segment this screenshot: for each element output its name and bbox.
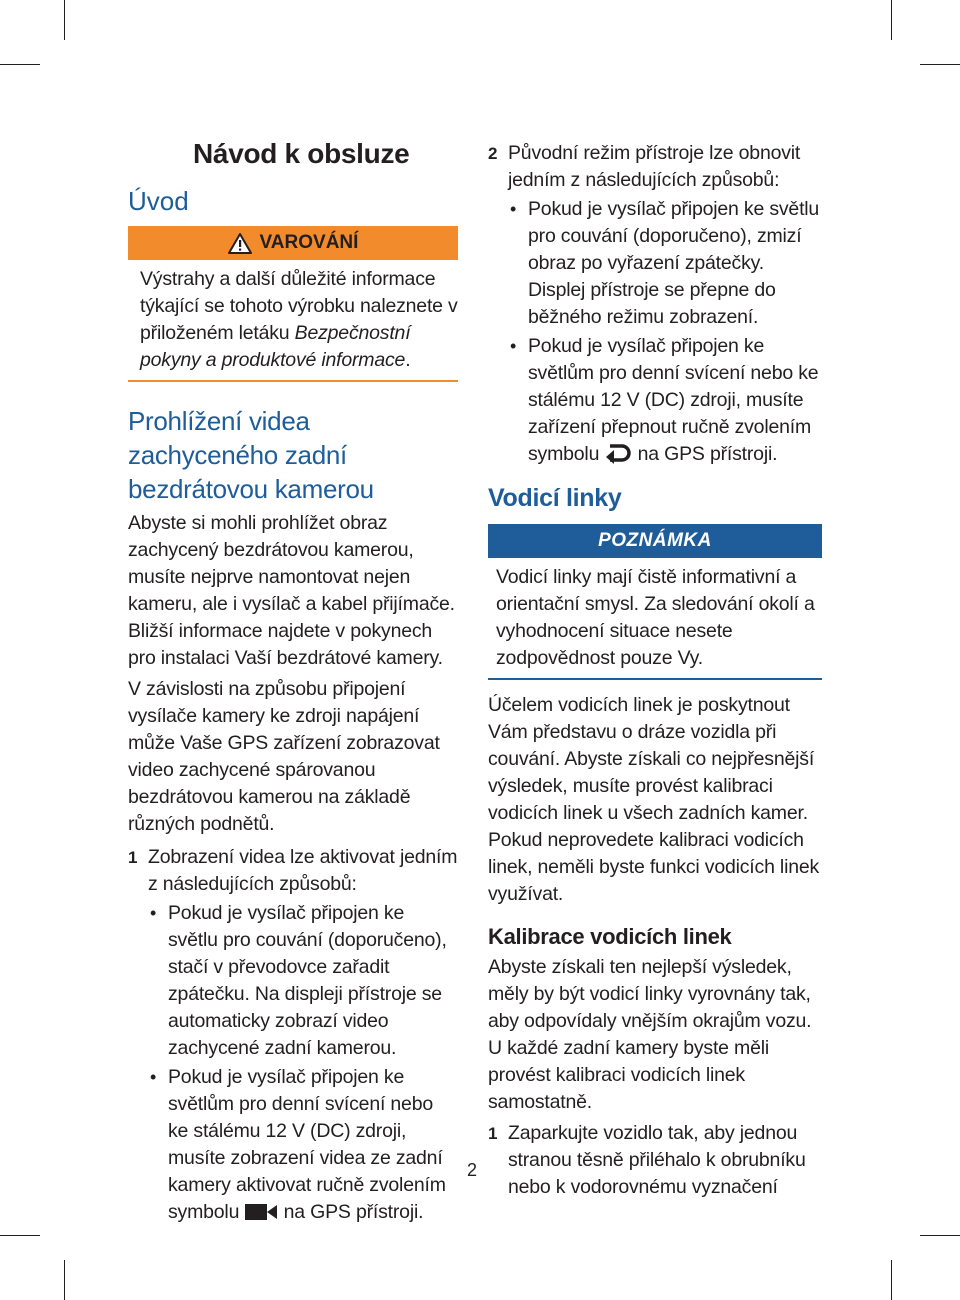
page-number: 2 <box>466 1160 477 1180</box>
crop-mark <box>0 1235 40 1236</box>
note-box <box>488 524 822 680</box>
note-label: POZNÁMKA <box>598 530 712 551</box>
calibration-para: Abyste získali ten nejlepší výsledek, měly by být vodicí linky vyrovnány tak, aby odpovídaly vnějším okrajům vozu. U každé zadní kamery byste měli provést kalibraci vodicích linek samostatně. <box>488 956 812 1113</box>
warning-text-start: Výstrahy a další důležité informace týkající se tohoto výrobku naleznete v přiloženém letáku <box>140 268 458 344</box>
bullet-text-start: Pokud je vysílač připojen ke světlům pro denní svícení nebo ke stálému 12 V (DC) zdroji, musíte zařízení přepnout ručně zvolením symbolu <box>528 335 819 465</box>
bullet-item <box>128 1064 458 1226</box>
step-number: 1 <box>128 848 138 867</box>
left-column <box>128 226 458 1226</box>
note-header <box>488 524 822 558</box>
bullet-text <box>528 333 822 468</box>
step-number: 2 <box>488 144 498 163</box>
camera-section-heading: Prohlížení videa zachyceného zadní bezdrátovou kamerou <box>128 406 374 504</box>
bullet-text-end: na GPS přístroji. <box>632 443 778 465</box>
warning-text-italic: Bezpečnostní pokyny a produktové informace <box>140 322 411 371</box>
video-camera-icon <box>244 1202 278 1222</box>
step-number: 1 <box>488 1124 498 1143</box>
guide-lines-para: Účelem vodicích linek je poskytnout Vám představu o dráze vozidla při couvání. Abyste získali co nejpřesnější výsledek, musíte provést kalibraci vodicích linek u všech zadních kamer. Pokud neprovedete kalibraci vodicích linek, neměli byste funkci vodicích linek využívat. <box>488 694 820 905</box>
bullet-text <box>168 1064 458 1226</box>
crop-mark <box>920 64 960 65</box>
bullet-text: • Pokud je vysílač připojen ke světlu pro couvání (doporučeno), zmizí obraz po vyřazení zpátečky. Displej přístroje se přepne do běžného režimu zobrazení. <box>528 198 820 328</box>
warning-label: VAROVÁNÍ <box>259 232 359 253</box>
step-text: Původní režim přístroje lze obnovit jedním z následujících způsobů: <box>508 142 801 191</box>
note-body <box>488 558 822 680</box>
note-text: Vodicí linky mají čistě informativní a orientační smysl. Za sledování okolí a vyhodnocení situace nesete zodpovědnost pouze Vy. <box>496 566 815 669</box>
manual-title: Návod k obsluze <box>193 138 410 169</box>
warning-text-end: . <box>405 349 411 371</box>
right-column <box>488 140 822 1201</box>
camera-para-1: Abyste si mohli prohlížet obraz zachycený bezdrátovou kamerou, musíte nejprve namontovat nejen kameru, ale i vysílač a kabel přijímače. Bližší informace najdete v pokynech pro instalaci Vaší bezdrátové kamery. <box>128 512 455 669</box>
bullet-text-start: Pokud je vysílač připojen ke světlům pro denní svícení nebo ke stálému 12 V (DC) zdroji, musíte zobrazení videa ze zadní kamery aktivovat ručně zvolením symbolu <box>168 1066 446 1223</box>
step-text: Zobrazení videa lze aktivovat jedním z následujících způsobů: <box>148 846 458 895</box>
warning-triangle-icon <box>228 232 252 254</box>
warning-text <box>140 266 458 374</box>
warning-header <box>128 226 458 260</box>
guide-lines-heading: Vodicí linky <box>488 484 622 512</box>
step-text: Zaparkujte vozidlo tak, aby jednou stranou těsně přiléhalo k obrubníku nebo k vodorovnému vyznačení <box>508 1122 806 1198</box>
bullet-item <box>488 333 822 468</box>
crop-mark <box>64 0 65 40</box>
crop-mark <box>891 0 892 40</box>
crop-mark <box>920 1235 960 1236</box>
back-arrow-icon <box>604 442 632 464</box>
bullet-item <box>128 900 458 1062</box>
step-2 <box>488 140 822 194</box>
warning-box <box>128 226 458 382</box>
camera-para-2: V závislosti na způsobu připojení vysílače kamery ke zdroji napájení může Vaše GPS zařízení zobrazovat video zachycené spárovanou bezdrátovou kamerou na základě různých podnětů. <box>128 678 440 835</box>
crop-mark <box>891 1260 892 1300</box>
warning-body <box>128 260 458 382</box>
crop-mark <box>0 64 40 65</box>
section-title-intro: Úvod <box>128 186 189 216</box>
calibration-heading: Kalibrace vodicích linek <box>488 924 732 949</box>
step-1 <box>128 844 458 898</box>
bullet-text: • Pokud je vysílač připojen ke světlu pro couvání (doporučeno), stačí v převodovce zařadit zpátečku. Na displeji přístroje se automaticky zobrazí video zachycené zadní kamerou. <box>168 902 447 1059</box>
crop-mark <box>64 1260 65 1300</box>
bullet-text-end: na GPS přístroji. <box>278 1201 424 1223</box>
bullet-item <box>488 196 822 331</box>
